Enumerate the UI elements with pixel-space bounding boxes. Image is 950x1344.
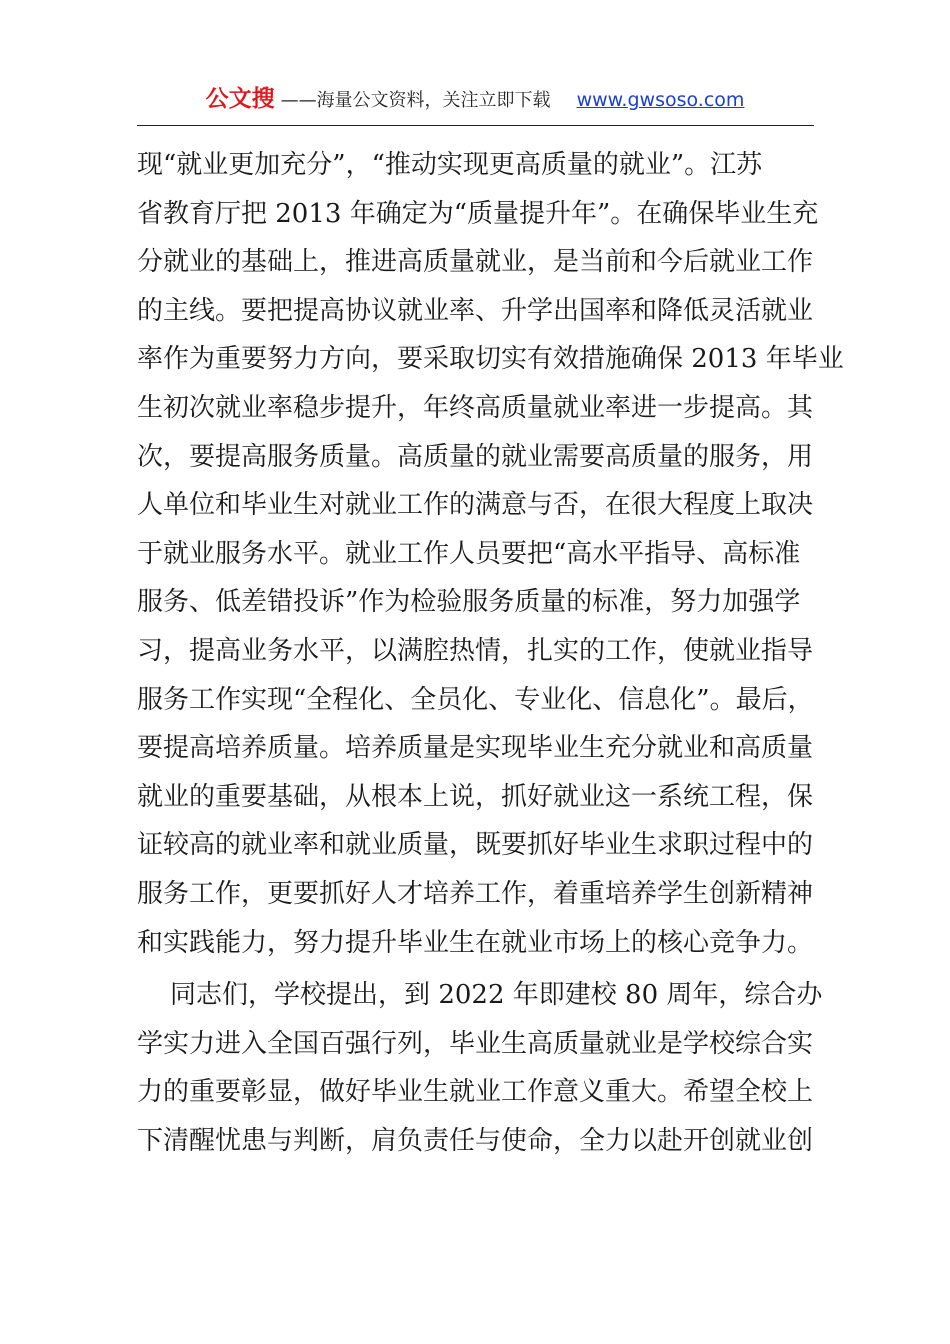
header-tagline: ——海量公文资料，关注立即下载 — [280, 90, 551, 111]
website-link[interactable]: www.gwsoso.com — [576, 89, 745, 111]
brand-logo-text: 公文搜 — [205, 86, 275, 112]
text-line: 服务工作，更要抓好人才培养工作，着重培养学生创新精神 — [137, 878, 814, 909]
text-line: 省教育厅把 2013 年确定为“质量提升年”。在确保毕业生充 — [137, 198, 819, 229]
text-line: 同志们，学校提出，到 2022 年即建校 80 周年，综合办 — [137, 980, 823, 1011]
text-line: 要提高培养质量。培养质量是实现毕业生充分就业和高质量 — [137, 733, 814, 764]
header-divider — [137, 125, 814, 126]
text-line: 现“就业更加充分”，“推动实现更高质量的就业”。江苏 — [137, 150, 763, 180]
text-line: 学实力进入全国百强行列，毕业生高质量就业是学校综合实 — [137, 1028, 814, 1059]
page-header — [0, 80, 950, 114]
text-line: 服务工作实现“全程化、全员化、专业化、信息化”。最后， — [137, 684, 814, 715]
text-line: 生初次就业率稳步提升，年终高质量就业率进一步提高。其 — [137, 392, 814, 423]
text-line: 于就业服务水平。就业工作人员要把“高水平指导、高标准 — [137, 538, 801, 569]
text-line: 力的重要彰显，做好毕业生就业工作意义重大。希望全校上 — [137, 1077, 814, 1108]
paragraph — [137, 141, 844, 967]
text-line: 习，提高业务水平，以满腔热情，扎实的工作，使就业指导 — [137, 635, 814, 666]
document-body — [137, 141, 844, 1165]
text-line: 人单位和毕业生对就业工作的满意与否，在很大程度上取决 — [137, 490, 814, 521]
paragraph — [137, 971, 823, 1165]
text-line: 分就业的基础上，推进高质量就业，是当前和今后就业工作 — [137, 247, 814, 278]
text-line: 次，要提高服务质量。高质量的就业需要高质量的服务，用 — [137, 441, 814, 472]
text-line: 率作为重要努力方向，要采取切实有效措施确保 2013 年毕业 — [137, 344, 844, 375]
text-line: 服务、低差错投诉”作为检验服务质量的标准，努力加强学 — [137, 587, 801, 618]
text-line: 证较高的就业率和就业质量，既要抓好毕业生求职过程中的 — [137, 830, 814, 861]
text-line: 就业的重要基础，从根本上说，抓好就业这一系统工程，保 — [137, 781, 814, 812]
text-line: 下清醒忧患与判断，肩负责任与使命，全力以赴开创就业创 — [137, 1125, 814, 1156]
text-line: 和实践能力，努力提升毕业生在就业市场上的核心竞争力。 — [137, 927, 814, 958]
text-line: 的主线。要把提高协议就业率、升学出国率和降低灵活就业 — [137, 295, 814, 326]
